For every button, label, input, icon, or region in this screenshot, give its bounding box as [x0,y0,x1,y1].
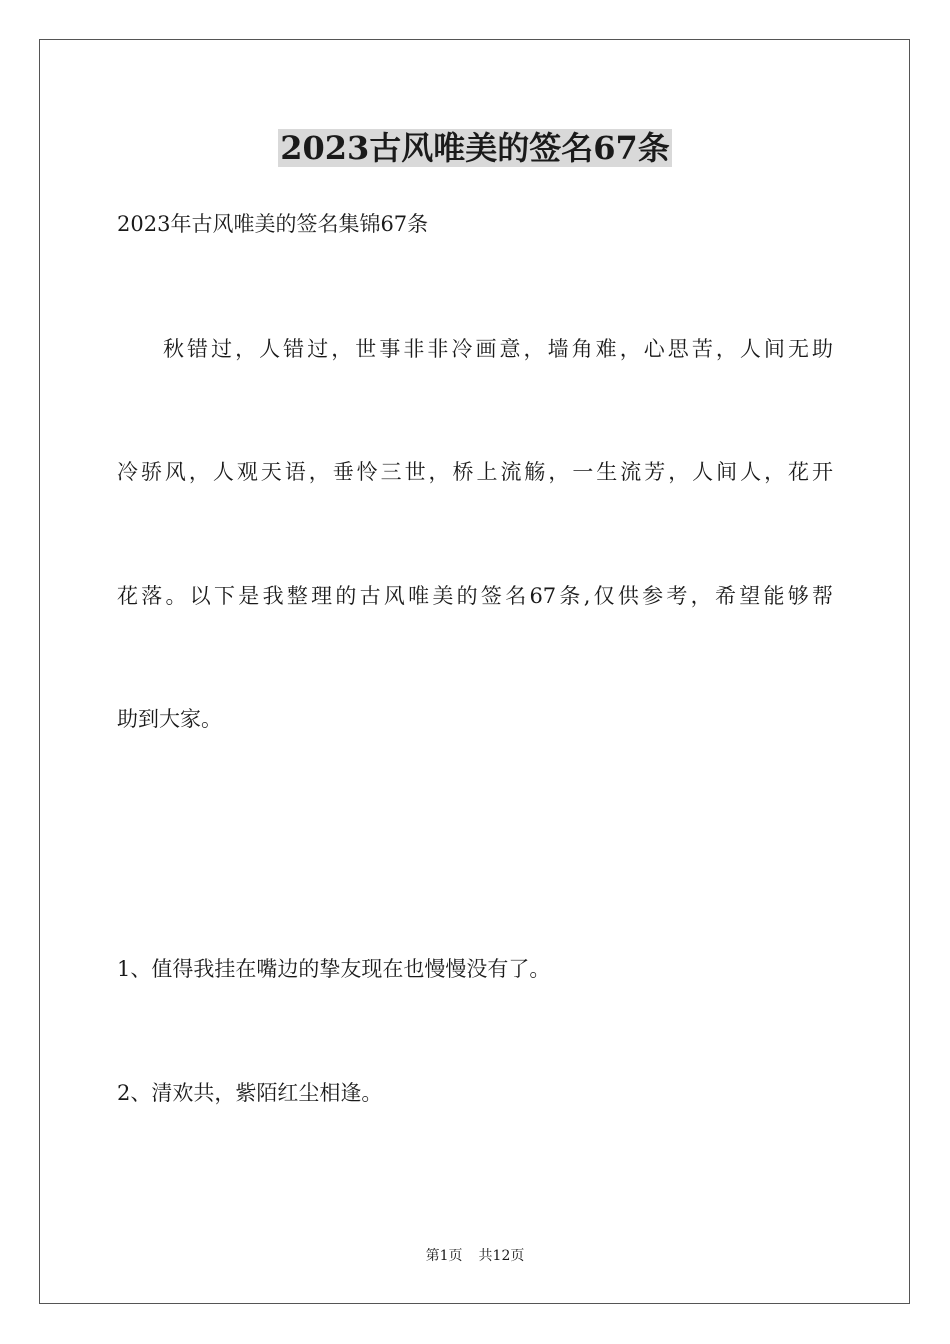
intro-line-1: 秋错过，人错过，世事非非冷画意，墙角难，心思苦，人间无助 [163,337,833,361]
page-footer [0,1246,950,1266]
list-item-1: 1、值得我挂在嘴边的挚友现在也慢慢没有了。 [117,957,551,981]
current-page-number: 第1页 [425,1248,463,1264]
intro-line-2: 冷骄风，人观天语，垂怜三世，桥上流觞，一生流芳，人间人，花开 [117,460,833,484]
total-page-count: 共12页 [478,1248,525,1264]
intro-line-4: 助到大家。 [117,707,222,731]
document-subtitle: 2023年古风唯美的签名集锦67条 [117,212,429,236]
intro-line-3: 花落。以下是我整理的古风唯美的签名67条,仅供参考，希望能够帮 [117,584,833,608]
document-title-text: 2023古风唯美的签名67条 [280,129,670,167]
document-title [0,126,950,170]
list-item-2: 2、清欢共，紫陌红尘相逢。 [117,1081,383,1105]
